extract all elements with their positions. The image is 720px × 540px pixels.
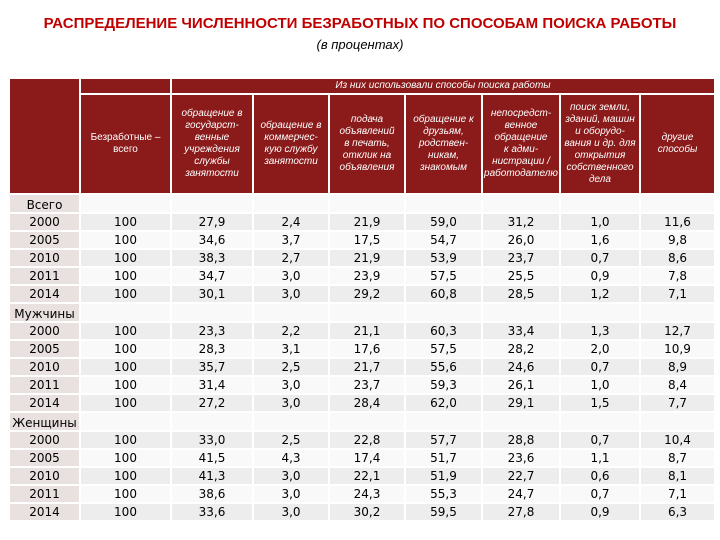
table-cell: 1,0	[561, 377, 639, 393]
table-cell: 26,0	[483, 232, 559, 248]
table-cell: 8,4	[641, 377, 714, 393]
table-row	[10, 486, 714, 502]
table-cell: 3,0	[254, 395, 328, 411]
header-col-employer: непосредст- венное обращение к адми- нистрации / работодателю	[483, 95, 559, 193]
row-year: 2000	[10, 432, 79, 448]
table-cell: 24,7	[483, 486, 559, 502]
table-cell: 33,6	[172, 504, 252, 520]
row-year: 2011	[10, 377, 79, 393]
table-cell: 8,7	[641, 450, 714, 466]
table-cell: 1,1	[561, 450, 639, 466]
table-cell: 100	[81, 395, 170, 411]
table-cell: 23,3	[172, 323, 252, 339]
empty-cell	[81, 304, 170, 321]
table-cell: 100	[81, 323, 170, 339]
row-year: 2014	[10, 395, 79, 411]
table-cell: 3,0	[254, 377, 328, 393]
table-cell: 22,8	[330, 432, 404, 448]
table-cell: 17,5	[330, 232, 404, 248]
table-cell: 21,1	[330, 323, 404, 339]
table-cell: 38,3	[172, 250, 252, 266]
table-cell: 100	[81, 377, 170, 393]
empty-cell	[561, 413, 639, 430]
table-row	[10, 504, 714, 520]
table-cell: 34,6	[172, 232, 252, 248]
table-row	[10, 341, 714, 357]
table-cell: 24,3	[330, 486, 404, 502]
row-year: 2000	[10, 214, 79, 230]
empty-cell	[406, 304, 481, 321]
table-cell: 3,0	[254, 486, 328, 502]
table-cell: 3,1	[254, 341, 328, 357]
table-cell: 100	[81, 486, 170, 502]
table-cell: 62,0	[406, 395, 481, 411]
table-cell: 28,8	[483, 432, 559, 448]
table-cell: 53,9	[406, 250, 481, 266]
empty-cell	[254, 413, 328, 430]
row-year: 2010	[10, 250, 79, 266]
row-year: 2000	[10, 323, 79, 339]
table-cell: 0,7	[561, 250, 639, 266]
table-cell: 57,7	[406, 432, 481, 448]
table-cell: 100	[81, 450, 170, 466]
empty-cell	[172, 195, 252, 212]
empty-cell	[483, 195, 559, 212]
table-row	[10, 268, 714, 284]
header-total: Безработные – всего	[81, 95, 170, 193]
table-cell: 35,7	[172, 359, 252, 375]
header-col-state-employment: обращение в государст- венные учреждения службы занятости	[172, 95, 252, 193]
table-cell: 21,9	[330, 250, 404, 266]
table-cell: 3,0	[254, 504, 328, 520]
table-cell: 0,6	[561, 468, 639, 484]
table-row	[10, 377, 714, 393]
table-cell: 3,0	[254, 268, 328, 284]
table-cell: 7,8	[641, 268, 714, 284]
empty-cell	[254, 195, 328, 212]
table-cell: 55,6	[406, 359, 481, 375]
group-row	[10, 304, 714, 321]
table-cell: 23,9	[330, 268, 404, 284]
row-year: 2005	[10, 232, 79, 248]
group-label: Всего	[10, 195, 79, 212]
table-row	[10, 214, 714, 230]
table-cell: 0,7	[561, 486, 639, 502]
empty-cell	[172, 304, 252, 321]
table-cell: 33,0	[172, 432, 252, 448]
table-cell: 2,5	[254, 432, 328, 448]
table-cell: 28,3	[172, 341, 252, 357]
table-cell: 0,7	[561, 359, 639, 375]
header-col-ads: подача объявлений в печать, отклик на объявления	[330, 95, 404, 193]
table-cell: 17,6	[330, 341, 404, 357]
table-cell: 31,2	[483, 214, 559, 230]
table-cell: 7,7	[641, 395, 714, 411]
table-cell: 21,9	[330, 214, 404, 230]
table-cell: 26,1	[483, 377, 559, 393]
table-cell: 11,6	[641, 214, 714, 230]
table-row	[10, 286, 714, 302]
table-cell: 57,5	[406, 268, 481, 284]
table-cell: 9,8	[641, 232, 714, 248]
table-cell: 0,9	[561, 504, 639, 520]
page-title: РАСПРЕДЕЛЕНИЕ ЧИСЛЕННОСТИ БЕЗРАБОТНЫХ ПО СПОСОБАМ ПОИСКА РАБОТЫ	[43, 15, 677, 32]
page-subtitle: (в процентах)	[316, 37, 404, 52]
table-cell: 22,1	[330, 468, 404, 484]
table-cell: 21,7	[330, 359, 404, 375]
table-cell: 41,5	[172, 450, 252, 466]
table-cell: 60,3	[406, 323, 481, 339]
row-year: 2014	[10, 286, 79, 302]
table-cell: 100	[81, 214, 170, 230]
table-cell: 57,5	[406, 341, 481, 357]
table-cell: 8,9	[641, 359, 714, 375]
header-col-own-business: поиск земли, зданий, машин и оборудо- вания и др. для открытия собственного дела	[561, 95, 639, 193]
table-row	[10, 250, 714, 266]
header-col-commercial-employment: обращение в коммерчес- кую службу занятости	[254, 95, 328, 193]
empty-cell	[561, 304, 639, 321]
table-cell: 59,5	[406, 504, 481, 520]
table-cell: 2,2	[254, 323, 328, 339]
empty-cell	[330, 304, 404, 321]
row-year: 2010	[10, 359, 79, 375]
table-cell: 12,7	[641, 323, 714, 339]
table-cell: 59,0	[406, 214, 481, 230]
empty-cell	[641, 195, 714, 212]
table-row	[10, 323, 714, 339]
table-cell: 41,3	[172, 468, 252, 484]
table-cell: 51,9	[406, 468, 481, 484]
table-cell: 28,2	[483, 341, 559, 357]
header-col-friends: обращение к друзьям, родствен- никам, знакомым	[406, 95, 481, 193]
row-year: 2005	[10, 341, 79, 357]
table-cell: 100	[81, 232, 170, 248]
table-cell: 100	[81, 432, 170, 448]
table-cell: 8,1	[641, 468, 714, 484]
table-cell: 100	[81, 268, 170, 284]
table-cell: 7,1	[641, 486, 714, 502]
table-cell: 1,6	[561, 232, 639, 248]
table-header	[10, 79, 714, 193]
table-cell: 38,6	[172, 486, 252, 502]
empty-cell	[172, 413, 252, 430]
table-cell: 4,3	[254, 450, 328, 466]
table-cell: 28,5	[483, 286, 559, 302]
table-cell: 29,2	[330, 286, 404, 302]
empty-cell	[641, 304, 714, 321]
table-cell: 6,3	[641, 504, 714, 520]
data-table	[8, 77, 716, 522]
table-cell: 23,7	[330, 377, 404, 393]
table-cell: 54,7	[406, 232, 481, 248]
empty-cell	[406, 195, 481, 212]
table-cell: 59,3	[406, 377, 481, 393]
table-cell: 2,5	[254, 359, 328, 375]
table-cell: 100	[81, 341, 170, 357]
table-cell: 1,2	[561, 286, 639, 302]
group-label: Женщины	[10, 413, 79, 430]
empty-cell	[254, 304, 328, 321]
empty-cell	[641, 413, 714, 430]
empty-cell	[81, 413, 170, 430]
table-cell: 2,4	[254, 214, 328, 230]
empty-cell	[483, 413, 559, 430]
table-cell: 27,8	[483, 504, 559, 520]
table-cell: 17,4	[330, 450, 404, 466]
table-cell: 51,7	[406, 450, 481, 466]
table-cell: 1,0	[561, 214, 639, 230]
table-cell: 55,3	[406, 486, 481, 502]
table-row	[10, 432, 714, 448]
table-cell: 100	[81, 250, 170, 266]
table-cell: 100	[81, 468, 170, 484]
table-cell: 27,2	[172, 395, 252, 411]
table-cell: 60,8	[406, 286, 481, 302]
row-year: 2010	[10, 468, 79, 484]
table-cell: 30,1	[172, 286, 252, 302]
table-cell: 1,5	[561, 395, 639, 411]
empty-cell	[330, 413, 404, 430]
table-cell: 8,6	[641, 250, 714, 266]
table-cell: 25,5	[483, 268, 559, 284]
table-cell: 3,7	[254, 232, 328, 248]
table-cell: 27,9	[172, 214, 252, 230]
table-row	[10, 450, 714, 466]
table-cell: 1,3	[561, 323, 639, 339]
group-label: Мужчины	[10, 304, 79, 321]
header-col-other: другие способы	[641, 95, 714, 193]
table-cell: 23,6	[483, 450, 559, 466]
empty-cell	[330, 195, 404, 212]
empty-cell	[406, 413, 481, 430]
table-row	[10, 232, 714, 248]
table-cell: 10,4	[641, 432, 714, 448]
table-cell: 24,6	[483, 359, 559, 375]
empty-cell	[81, 195, 170, 212]
table-cell: 3,0	[254, 468, 328, 484]
row-year: 2005	[10, 450, 79, 466]
table-cell: 22,7	[483, 468, 559, 484]
table-cell: 100	[81, 286, 170, 302]
table-cell: 2,7	[254, 250, 328, 266]
table-row	[10, 468, 714, 484]
table-cell: 31,4	[172, 377, 252, 393]
header-group-label: Из них использовали способы поиска работы	[172, 79, 714, 93]
table-cell: 100	[81, 504, 170, 520]
group-row	[10, 195, 714, 212]
row-year: 2011	[10, 268, 79, 284]
table-cell: 29,1	[483, 395, 559, 411]
header-corner	[10, 79, 79, 193]
row-year: 2011	[10, 486, 79, 502]
group-row	[10, 413, 714, 430]
table-cell: 33,4	[483, 323, 559, 339]
table-cell: 34,7	[172, 268, 252, 284]
table-cell: 0,7	[561, 432, 639, 448]
header-blank-cell	[81, 79, 170, 93]
empty-cell	[561, 195, 639, 212]
table-cell: 2,0	[561, 341, 639, 357]
row-year: 2014	[10, 504, 79, 520]
table-cell: 3,0	[254, 286, 328, 302]
table-cell: 0,9	[561, 268, 639, 284]
table-cell: 30,2	[330, 504, 404, 520]
table-row	[10, 359, 714, 375]
table-row	[10, 395, 714, 411]
table-body	[10, 195, 714, 520]
table-cell: 10,9	[641, 341, 714, 357]
table-cell: 7,1	[641, 286, 714, 302]
empty-cell	[483, 304, 559, 321]
table-cell: 100	[81, 359, 170, 375]
table-cell: 28,4	[330, 395, 404, 411]
table-cell: 23,7	[483, 250, 559, 266]
